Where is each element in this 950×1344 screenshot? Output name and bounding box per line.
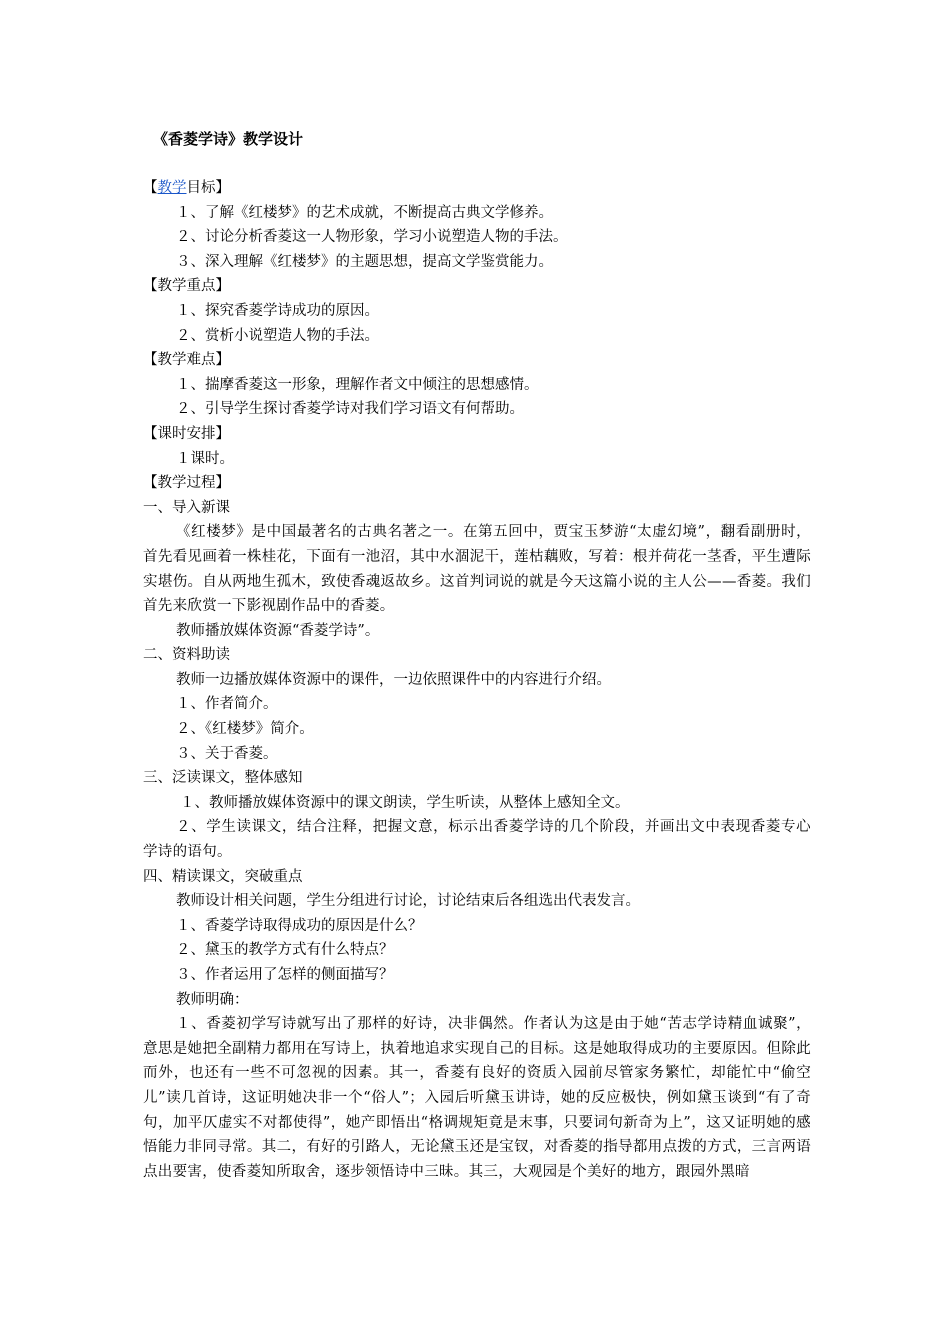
difficulty-item-1: １、揣摩香菱这一形象，理解作者文中倾注的思想感情。 bbox=[176, 376, 539, 393]
step-3-item-1: １、教师播放媒体资源中的课文朗读，学生听读，从整体上感知全文。 bbox=[180, 794, 630, 811]
step-2-heading: 二、资料助读 bbox=[143, 647, 230, 664]
step-4-answer-1: １、香菱初学写诗就写出了那样的好诗，决非偶然。作者认为这是由于她“苦志学诗精血诚聚”，意思是她把全副精力都用在写诗上，执着地追求实现自己的目标。这是她取得成功的主要原因。但除此而外，也还有一些不可忽视的因素。其一，香菱有良好的资质入园前尽管家务繁忙，却能忙中“偷空儿”读几首诗，这证明她决非一个“俗人”；入园后听黛玉讲诗，她的反应极快，例如黛玉谈到“有了奇句，加平仄虚实不对都使得”，她产即悟出“格调规矩竟是末事，只要词句新奇为上”，这又证明她的感悟能力非同寻常。其二，有好的引路人，无论黛玉还是宝钗，对香菱的指导都用点拨的方式，三言两语点出要害，使香菱知所取舍，逐步领悟诗中三昧。其三，大观园是个美好的地方，跟园外黑暗 bbox=[143, 1016, 811, 1180]
goal-item-3: ３、深入理解《红楼梦》的主题思想，提高文学鉴赏能力。 bbox=[176, 253, 553, 270]
step-1-note: 教师播放媒体资源“香菱学诗”。 bbox=[176, 622, 380, 639]
step-4-question-2: ２、黛玉的教学方式有什么特点？ bbox=[176, 942, 394, 959]
step-4-clarify: 教师明确： bbox=[176, 991, 249, 1008]
section-heading-process: 【教学过程】 bbox=[143, 475, 230, 492]
step-4-heading: 四、精读课文，突破重点 bbox=[143, 868, 303, 885]
step-2-item-2: ２、《红楼梦》简介。 bbox=[176, 721, 314, 738]
section-heading-key-points: 【教学重点】 bbox=[143, 278, 230, 295]
document-title: 《香菱学诗》教学设计 bbox=[153, 130, 304, 148]
section-heading-schedule: 【课时安排】 bbox=[143, 425, 230, 442]
goal-item-1: １、了解《红楼梦》的艺术成就，不断提高古典文学修养。 bbox=[176, 204, 553, 221]
key-point-item-2: ２、赏析小说塑造人物的手法。 bbox=[176, 327, 379, 344]
step-1-heading: 一、导入新课 bbox=[143, 499, 230, 516]
step-4-question-3: ３、作者运用了怎样的侧面描写？ bbox=[176, 967, 394, 983]
step-4-intro: 教师设计相关问题，学生分组进行讨论，讨论结束后各组选出代表发言。 bbox=[176, 893, 640, 910]
step-3-item-2: ２、学生读课文，结合注释，把握文意，标示出香菱学诗的几个阶段，并画出文中表现香菱专心学诗的语句。 bbox=[143, 819, 811, 861]
heading-bracket: 【 bbox=[143, 180, 158, 196]
goal-item-2: ２、讨论分析香菱这一人物形象，学习小说塑造人物的手法。 bbox=[176, 229, 568, 246]
step-3-heading: 三、泛读课文，整体感知 bbox=[143, 770, 303, 787]
section-heading-goals bbox=[143, 176, 811, 201]
step-2-intro: 教师一边播放媒体资源中的课件，一边依照课件中的内容进行介绍。 bbox=[176, 671, 611, 688]
heading-text: 目标】 bbox=[186, 180, 230, 196]
teaching-link[interactable]: 教学 bbox=[157, 180, 187, 196]
difficulty-item-2: ２、引导学生探讨香菱学诗对我们学习语文有何帮助。 bbox=[176, 401, 524, 418]
step-2-item-3: ３、关于香菱。 bbox=[176, 745, 278, 762]
schedule-text: １课时。 bbox=[176, 450, 234, 467]
step-1-paragraph: 《红楼梦》是中国最著名的古典名著之一。在第五回中，贾宝玉梦游“太虚幻境”，翻看副册时，首先看见画着一株桂花，下面有一池沼，其中水涸泥干，莲枯藕败，写着：根并荷花一茎香，平生遭际实堪伤。自从两地生孤木，致使香魂返故乡。这首判词说的就是今天这篇小说的主人公——香菱。我们首先来欣赏一下影视剧作品中的香菱。 bbox=[143, 524, 811, 615]
document-body bbox=[143, 176, 811, 1184]
section-heading-difficulties: 【教学难点】 bbox=[143, 352, 230, 369]
key-point-item-1: １、探究香菱学诗成功的原因。 bbox=[176, 302, 379, 319]
step-4-question-1: １、香菱学诗取得成功的原因是什么？ bbox=[176, 917, 423, 934]
step-2-item-1: １、作者简介。 bbox=[176, 696, 278, 713]
